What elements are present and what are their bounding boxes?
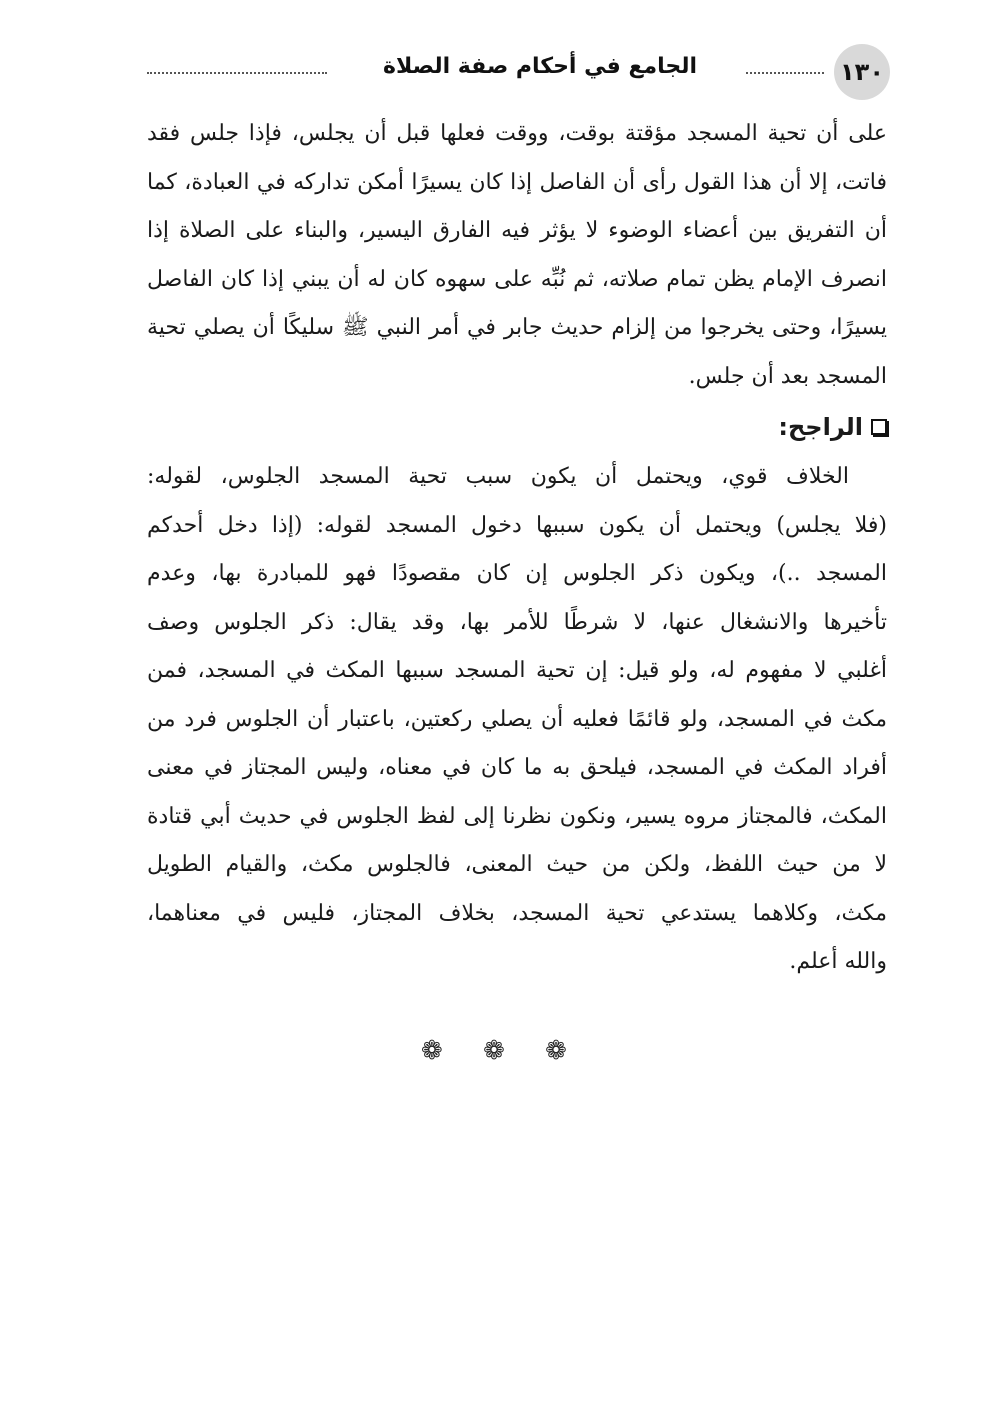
header-dotted-rule-left bbox=[147, 72, 327, 74]
text-line: لا من حيث اللفظ، ولكن من حيث المعنى، فالجلوس مكث، والقيام الطويل bbox=[147, 852, 887, 877]
running-title: الجامع في أحكام صفة الصلاة bbox=[382, 54, 698, 79]
text-line: والله أعلم. bbox=[789, 949, 887, 974]
text-line: فاتت، إلا أن هذا القول رأى أن الفاصل إذا كان يسيرًا أمكن تداركه في العبادة، كما bbox=[147, 169, 887, 195]
paragraph-1 bbox=[147, 110, 887, 401]
text-line: المسجد ..)، ويكون ذكر الجلوس إن كان مقصودًا فهو للمبادرة بها، وعدم bbox=[147, 561, 887, 586]
text-line: تأخيرها والانشغال عنها، لا شرطًا للأمر بها، وقد يقال: ذكر الجلوس وصف bbox=[147, 609, 887, 635]
text-line: على أن تحية المسجد مؤقتة بوقت، ووقت فعلها قبل أن يجلس، فإذا جلس فقد bbox=[147, 121, 887, 146]
paragraph-2 bbox=[147, 453, 887, 987]
text-line: انصرف الإمام يظن تمام صلاته، ثم نُبِّه على سهوه كان له أن يبني إذا كان الفاصل bbox=[147, 266, 887, 292]
text-line: أن التفريق بين أعضاء الوضوء لا يؤثر فيه الفارق اليسير، والبناء على الصلاة إذا bbox=[147, 218, 887, 243]
text-line: (فلا يجلس) ويحتمل أن يكون سببها دخول المسجد لقوله: (إذا دخل أحدكم bbox=[147, 512, 887, 538]
section-separator-ornament: ❁ ❁ ❁ bbox=[421, 1036, 583, 1066]
section-heading bbox=[147, 401, 887, 453]
text-line: يسيرًا، وحتى يخرجوا من إلزام حديث جابر في أمر النبي ﷺ سليكًا أن يصلي تحية bbox=[147, 315, 887, 340]
section-heading-label: الراجح: bbox=[778, 412, 863, 441]
page-number-badge: ١٣٠ bbox=[834, 44, 890, 100]
text-line: المسجد بعد أن جلس. bbox=[688, 363, 887, 389]
text-line: مكث في المسجد، ولو قائمًا فعليه أن يصلي ركعتين، باعتبار أن الجلوس فرد من bbox=[147, 706, 887, 732]
body-text bbox=[147, 110, 887, 987]
text-line: أغلبي لا مفهوم له، ولو قيل: إن تحية المسجد سببها المكث في المسجد، فمن bbox=[147, 658, 887, 683]
text-line: أفراد المكث في المسجد، فيلحق به ما كان في معناه، وليس المجتاز في معنى bbox=[147, 755, 887, 780]
text-line: مكث، وكلاهما يستدعي تحية المسجد، بخلاف المجتاز، فليس في معناهما، bbox=[147, 900, 887, 926]
page-header bbox=[145, 44, 890, 102]
text-line: المكث، فالمجتاز مروه يسير، ونكون نظرنا إلى لفظ الجلوس في حديث أبي قتادة bbox=[147, 803, 887, 829]
text-line: الخلاف قوي، ويحتمل أن يكون سبب تحية المسجد الجلوس، لقوله: bbox=[147, 464, 849, 489]
square-bullet-icon bbox=[871, 419, 887, 435]
header-dotted-rule-right bbox=[746, 72, 824, 74]
